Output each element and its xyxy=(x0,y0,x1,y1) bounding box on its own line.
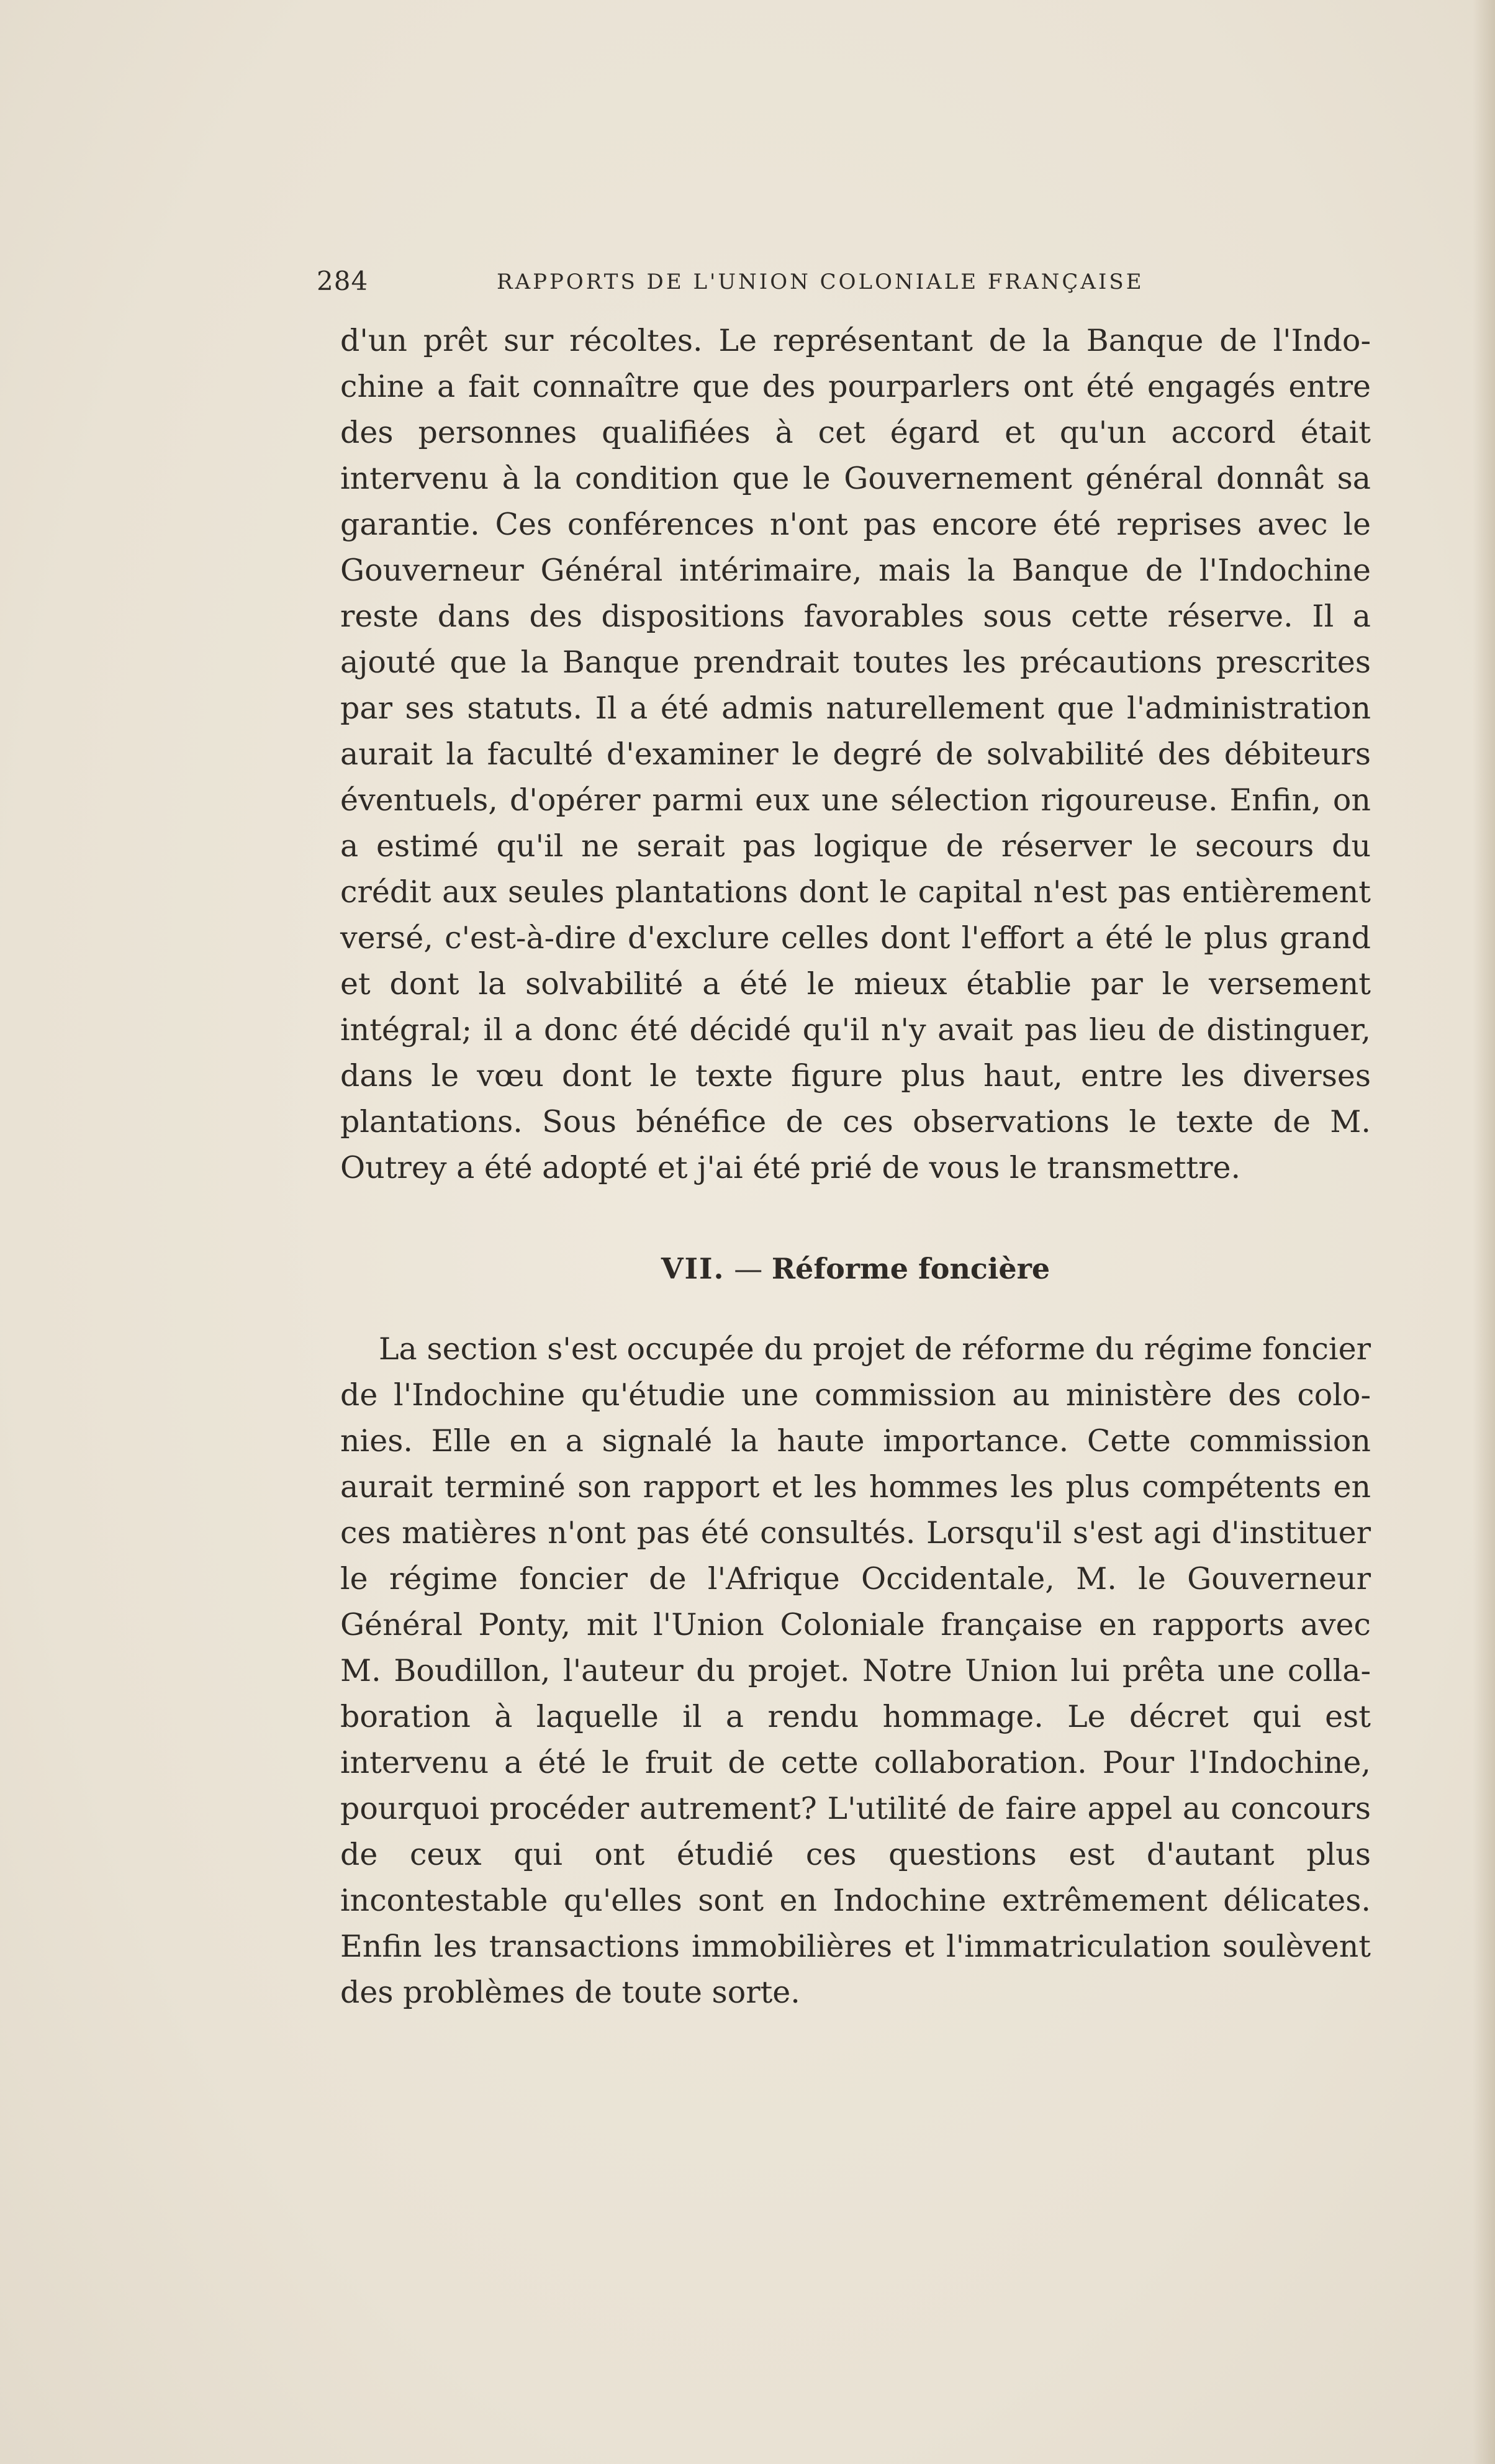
section-heading xyxy=(340,1247,1371,1290)
section-number: VII. xyxy=(661,1252,725,1285)
paragraph-text: d'un prêt sur récoltes. Le représentant de la Banque de l'Indochine a fait connaître que des pourparlers ont été engagés entre des personnes qualifiées à cet égard et qu'un accord était intervenu à la condition que le Gouvernement général donnât sa garantie. Ces conférences n'ont pas encore été reprises avec le Gouverneur Général intérimaire, mais la Banque de l'Indochine reste dans des dispositions favorables sous cette réserve. Il a ajouté que la Banque prendrait toutes les précautions prescrites par ses statuts. Il a été admis naturellement que l'administration aurait la faculté d'examiner le degré de solvabilité des débiteurs éventuels, d'opérer parmi eux une sélection rigoureuse. Enfin, on a estimé qu'il ne serait pas logique de réserver le secours du crédit aux seules plantations dont le capital n'est pas entièrement versé, c'est-à-dire d'exclure celles dont l'effort a été le plus grand et dont la solvabilité a été le mieux établie par le versement intégral; il a donc été décidé qu'il n'y avait pas lieu de distinguer, dans le vœu dont le texte figure plus haut, entre les diverses plantations. Sous bénéfice de ces observations le texte de M. Outrey a été adopté et j'ai été prié de vous le transmettre. xyxy=(340,323,1371,1185)
paragraph-reforme-fonciere xyxy=(340,1326,1371,2016)
page-edge-shadow xyxy=(1473,0,1495,2464)
paragraph-pret-sur-recoltes xyxy=(340,318,1371,1191)
page-number: 284 xyxy=(317,266,369,296)
running-head-title: RAPPORTS DE L'UNION COLONIALE FRANÇAISE xyxy=(497,270,1144,294)
section-title: Réforme foncière xyxy=(771,1252,1050,1285)
section-dash: — xyxy=(734,1252,763,1285)
running-head xyxy=(317,266,1248,303)
paragraph-text: La section s'est occupée du projet de réforme du régime foncier de l'Indochine qu'étudie une commission au ministère des colonies. Elle en a signalé la haute importance. Cette commission aurait terminé son rapport et les hommes les plus compétents en ces matières n'ont pas été consultés. Lorsqu'il s'est agi d'instituer le régime foncier de l'Afrique Occidentale, M. le Gouverneur Général Ponty, mit l'Union Coloniale française en rapports avec M. Boudillon, l'auteur du projet. Notre Union lui prêta une collaboration à laquelle il a rendu hommage. Le décret qui est intervenu a été le fruit de cette collaboration. Pour l'Indochine, pourquoi procéder autrement? L'utilité de faire appel au concours de ceux qui ont étudié ces questions est d'autant plus incontestable qu'elles sont en Indochine extrêmement délicates. Enfin les transactions immobilières et l'immatriculation soulèvent des problèmes de toute sorte. xyxy=(340,1331,1371,2010)
